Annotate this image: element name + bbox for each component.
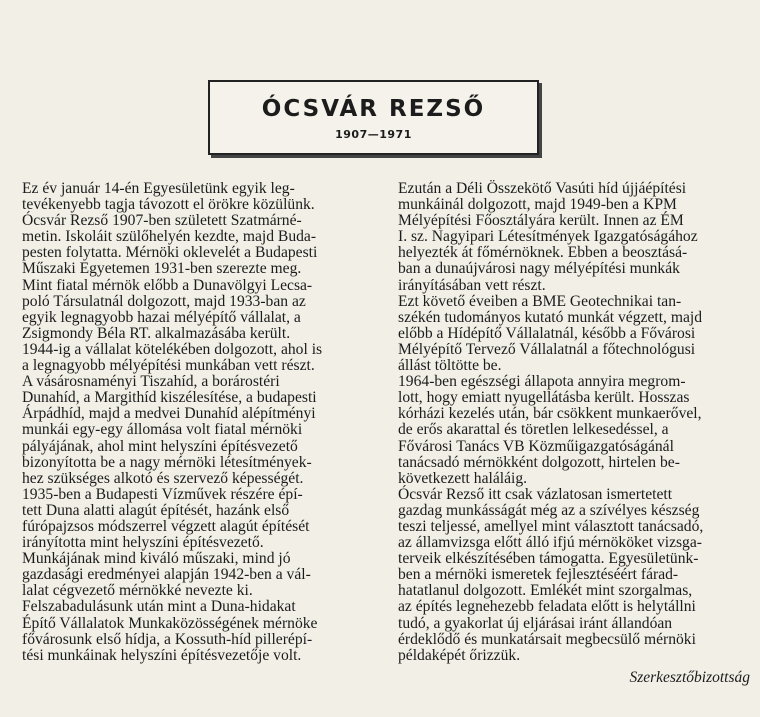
text-line: egyik legnagyobb hazai mélyépítő vállalat, a xyxy=(22,308,301,326)
text-line: poló Társulatnál dolgozott, majd 1933-ban az xyxy=(22,292,306,310)
text-line: Felszabadulásunk után mint a Duna-hidakat xyxy=(22,598,296,616)
text-line: előbb a Hídépítő Vállalatnál, később a Fővárosi xyxy=(398,324,696,342)
text-line: érdeklődő és munkatársait megbecsülő mérnöki xyxy=(398,630,696,648)
text-line: tési munkáinak helyszíni építésvezetője volt. xyxy=(22,646,302,664)
text-line: teszi teljessé, amellyel mint választott tanácsadó, xyxy=(398,517,704,535)
text-line: lalat cégvezető mérnökké nevezte ki. xyxy=(22,582,253,600)
text-line: 1935-ben a Budapesti Vízművek részére épí- xyxy=(22,485,303,503)
text-line: gazdasági eredményei alapján 1942-ben a vál- xyxy=(22,566,311,584)
text-line: következett haláláig. xyxy=(398,469,528,487)
life-years: 1907—1971 xyxy=(335,128,412,141)
text-line: Ezt követő éveiben a BME Geotechnikai tan- xyxy=(398,292,682,310)
left-column xyxy=(22,181,385,664)
text-line: példaképét őrizzük. xyxy=(398,646,521,664)
text-line: pályájának, ahol mint helyszíni építésvezető xyxy=(22,437,298,455)
text-line: I. sz. Nagyipari Létesítmények Igazgatóságához xyxy=(398,228,698,246)
text-line: székén tudományos kutató munkát végzett, majd xyxy=(398,308,703,326)
text-line: Ócsvár Rezső itt csak vázlatosan ismertetett xyxy=(398,485,673,503)
obituary-title: ÓCSVÁR REZSŐ xyxy=(261,96,486,122)
text-line: helyezték át főmérnöknek. Ebben a beosztásá- xyxy=(398,244,688,262)
signature: Szerkesztőbizottság xyxy=(629,669,750,686)
text-line: hatatlanul dolgozott. Emlékét mint szorgalmas, xyxy=(398,582,693,600)
text-line: Műszaki Egyetemen 1931-ben szerezte meg. xyxy=(22,260,302,278)
text-line: az építés legnehezebb feladata előtt is helytállni xyxy=(398,598,696,616)
text-line: Mélyépítő Tervező Vállalatnál a főtechnológusi xyxy=(398,340,696,358)
text-line: az államvizsga előtt álló ifjú mérnököket vizsga- xyxy=(398,534,702,552)
text-line: ben a mérnöki ismeretek fejlesztéséért fárad- xyxy=(398,566,679,584)
text-line: gazdag munkásságát még az a szívélyes készség xyxy=(398,501,700,519)
text-line: de erős akarattal és töretlen lelkesedéssel, a xyxy=(398,421,669,439)
text-line: tudó, a gyakorlat új eljárásai iránt állandóan xyxy=(398,614,673,632)
text-line: Ezután a Déli Összekötő Vasúti híd újjáépítési xyxy=(398,180,687,197)
text-line: Munkájának mind kiváló műszaki, mind jó xyxy=(22,550,291,568)
right-column xyxy=(398,181,749,664)
text-line: metin. Iskoláit szülőhelyén kezdte, majd Buda- xyxy=(22,228,317,246)
text-line: pesten folytatta. Mérnöki oklevelét a Budapesti xyxy=(22,244,318,262)
text-line: munkái egy-egy állomása volt fiatal mérnöki xyxy=(22,421,303,439)
text-line: fúrópajzsos módszerrel végzett alagút építését xyxy=(22,517,310,535)
text-line: 1964-ben egészségi állapota annyira megrom- xyxy=(398,373,686,391)
text-line: Ócsvár Rezső 1907-ben született Szatmárné- xyxy=(22,212,302,230)
text-line: Fővárosi Tanács VB Közműigazgatóságánál xyxy=(398,437,674,455)
text-line: tevékenyebb tagja távozott el örökre közülünk. xyxy=(22,196,315,214)
text-line: munkáinál dolgozott, majd 1949-ben a KPM xyxy=(398,196,677,214)
text-line: kórházi kezelés után, bár csökkent munkaerővel, xyxy=(398,405,702,423)
text-line: tett Duna alatti alagút építését, hazánk első xyxy=(22,501,290,519)
text-line: Mélyépítési Főosztályára került. Innen az ÉM xyxy=(398,212,684,230)
text-line: bizonyította be a nagy mérnöki létesítmények- xyxy=(22,453,312,471)
title-frame xyxy=(208,80,539,155)
text-line: a legnagyobb mélyépítési munkában vett részt. xyxy=(22,357,315,375)
text-line: Ez év január 14-én Egyesületünk egyik leg- xyxy=(22,180,295,197)
text-line: hez szükséges alkotó és szervező képességét. xyxy=(22,469,304,487)
text-line: ban a dunaújvárosi nagy mélyépítési munkák xyxy=(398,260,680,278)
text-line: 1944-ig a vállalat kötelékében dolgozott, ahol is xyxy=(22,340,323,358)
text-line: Mint fiatal mérnök előbb a Dunavölgyi Lecsa- xyxy=(22,276,313,294)
text-line: irányításában vett részt. xyxy=(398,276,546,294)
text-line: A vásárosnaményi Tiszahíd, a borárostéri xyxy=(22,373,280,391)
text-line: terveik elkészítésében támogatta. Egyesületünk- xyxy=(398,550,699,568)
text-line: Építő Vállalatok Munkaközösségének mérnöke xyxy=(22,614,318,632)
text-line: Zsigmondy Béla RT. alkalmazásába került. xyxy=(22,324,291,342)
text-line: állást töltötte be. xyxy=(398,357,502,375)
text-line: lott, hogy emiatt nyugellátásba került. Hosszas xyxy=(398,389,690,407)
text-line: irányította mint helyszíni építésvezető. xyxy=(22,534,264,552)
text-line: fővárosunk első hídja, a Kossuth-híd pillerépí- xyxy=(22,630,313,648)
text-line: Árpádhíd, majd a medvei Dunahíd alépítményi xyxy=(22,405,316,423)
text-line: tanácsadó mérnökként dolgozott, hirtelen be- xyxy=(398,453,680,471)
text-line: Dunahíd, a Margithíd kiszélesítése, a budapesti xyxy=(22,389,317,407)
